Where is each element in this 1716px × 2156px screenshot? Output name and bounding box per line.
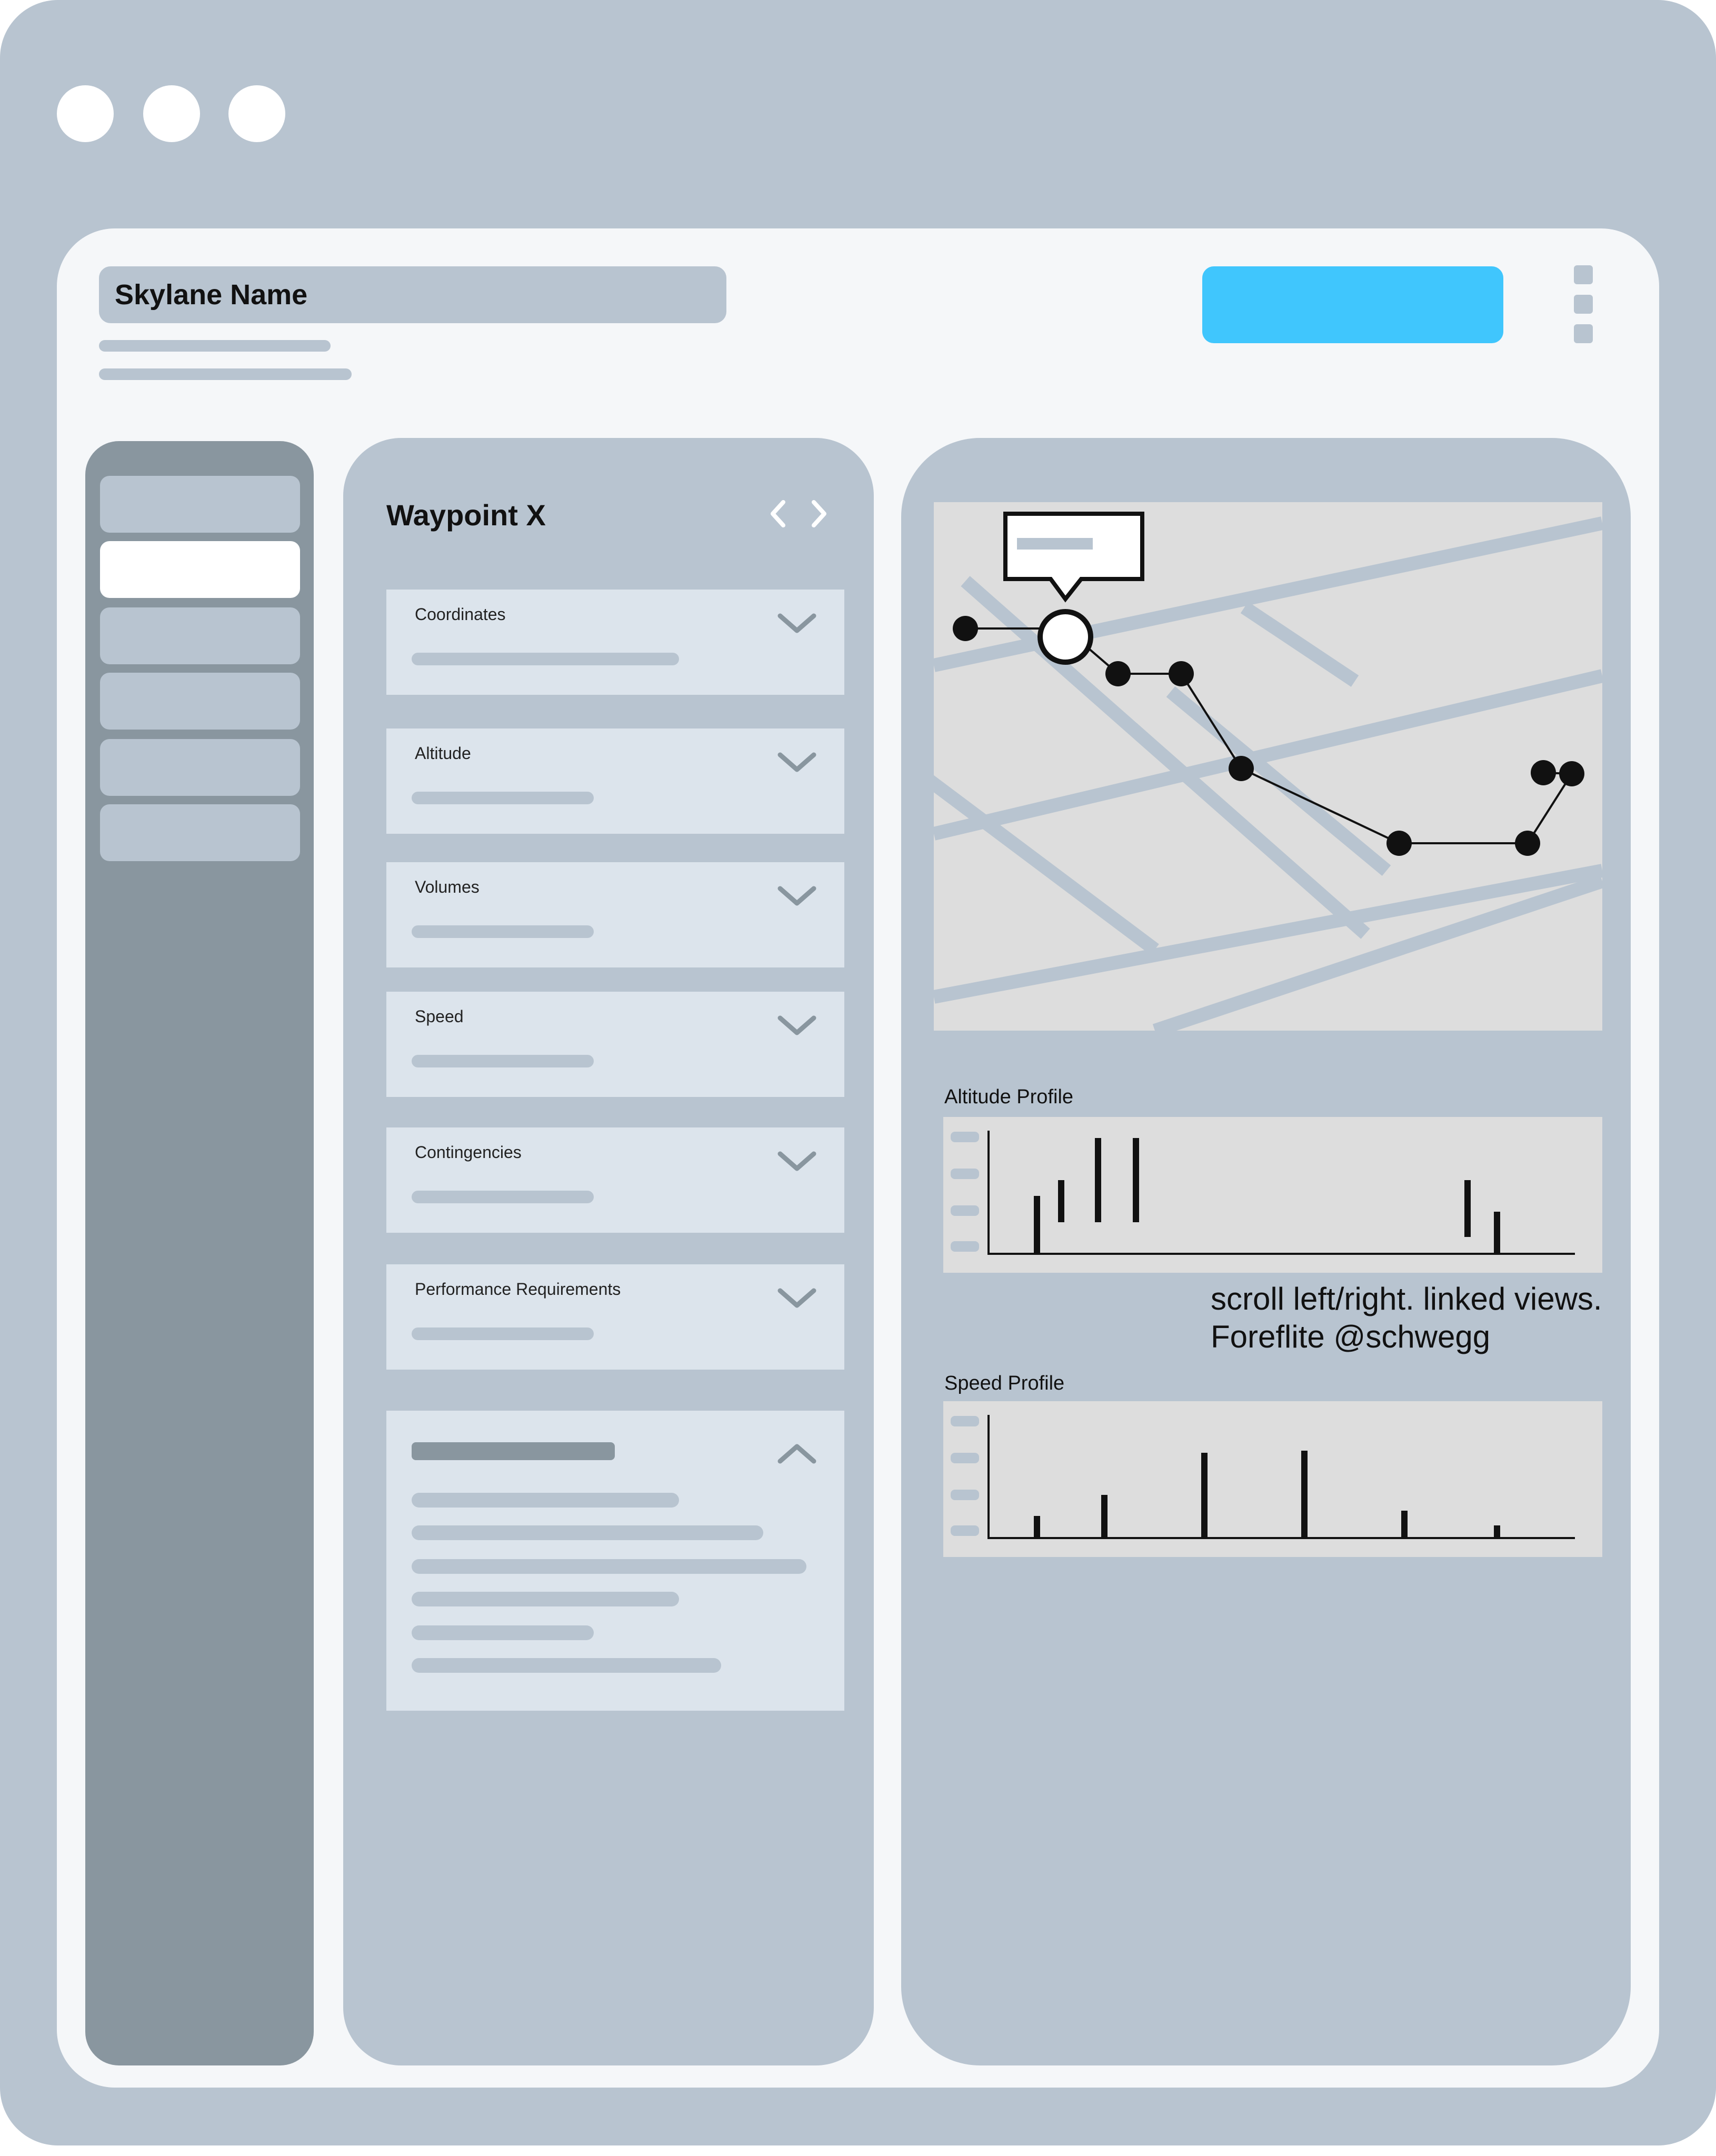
window-dot[interactable] <box>228 85 285 142</box>
chevron-right-icon[interactable] <box>809 498 830 530</box>
waypoint-marker <box>1105 661 1131 686</box>
value-placeholder <box>412 1055 594 1067</box>
text-placeholder <box>412 1625 594 1640</box>
waypoint-panel <box>343 438 874 2065</box>
selected-waypoint-marker <box>1040 612 1091 662</box>
value-placeholder <box>412 1327 594 1340</box>
accordion-speed[interactable] <box>386 992 844 1097</box>
map-tooltip <box>1005 514 1142 599</box>
subtitle-placeholder <box>99 368 352 380</box>
value-placeholder <box>412 925 594 938</box>
subtitle-placeholder <box>99 340 331 352</box>
text-placeholder <box>412 1493 679 1508</box>
sidebar-item-active[interactable] <box>100 541 300 598</box>
chevron-down-icon[interactable] <box>776 1149 818 1175</box>
text-placeholder <box>412 1592 679 1606</box>
map-roads <box>934 523 1602 1031</box>
speed-profile-chart[interactable] <box>943 1401 1602 1557</box>
accordion-performance-requirements[interactable] <box>386 1264 844 1370</box>
primary-action-button[interactable] <box>1202 266 1503 343</box>
text-placeholder <box>412 1658 721 1673</box>
text-placeholder <box>412 1525 763 1540</box>
accordion-coordinates[interactable] <box>386 590 844 695</box>
waypoint-marker <box>1169 661 1194 686</box>
value-placeholder <box>412 792 594 804</box>
accordion-expanded[interactable] <box>386 1411 844 1711</box>
sidebar-item[interactable] <box>100 476 300 533</box>
accordion-altitude[interactable] <box>386 728 844 834</box>
accordion-label: Altitude <box>415 744 471 763</box>
waypoint-marker <box>1515 831 1540 856</box>
sidebar-item[interactable] <box>100 607 300 664</box>
section-heading-placeholder <box>412 1442 615 1460</box>
window-dot[interactable] <box>143 85 200 142</box>
chevron-down-icon[interactable] <box>776 1285 818 1312</box>
waypoint-marker <box>1229 756 1254 781</box>
altitude-profile-title: Altitude Profile <box>944 1086 1074 1108</box>
annotation-line: Foreflite @schwegg <box>1211 1319 1491 1354</box>
sidebar-item[interactable] <box>100 739 300 796</box>
chevron-down-icon[interactable] <box>776 1013 818 1039</box>
chevron-down-icon[interactable] <box>776 883 818 910</box>
sidebar-item[interactable] <box>100 804 300 861</box>
axis-tick-labels <box>951 1132 979 1252</box>
text-placeholder <box>412 1559 806 1574</box>
kebab-icon[interactable] <box>1574 265 1593 344</box>
value-placeholder <box>412 653 679 665</box>
chevron-down-icon[interactable] <box>776 750 818 776</box>
accordion-label: Performance Requirements <box>415 1280 621 1299</box>
waypoint-marker <box>1559 761 1584 786</box>
accordion-volumes[interactable] <box>386 862 844 967</box>
axis-tick-labels <box>951 1416 979 1536</box>
title-field[interactable] <box>99 266 726 323</box>
annotation-note <box>1211 1280 1602 1356</box>
chevron-left-icon[interactable] <box>767 498 789 530</box>
chevron-up-icon[interactable] <box>776 1440 818 1466</box>
sidebar-item[interactable] <box>100 673 300 730</box>
waypoint-marker <box>1531 760 1556 785</box>
map-canvas[interactable] <box>934 502 1602 1031</box>
route-map[interactable] <box>934 502 1602 1031</box>
accordion-label: Contingencies <box>415 1143 522 1162</box>
accordion-label: Volumes <box>415 877 480 896</box>
altitude-profile-chart[interactable] <box>943 1117 1602 1273</box>
window-dot[interactable] <box>57 85 114 142</box>
waypoint-marker <box>1386 831 1412 856</box>
page-title: Skylane Name <box>115 279 308 311</box>
accordion-label: Coordinates <box>415 605 506 624</box>
accordion-label: Speed <box>415 1007 464 1026</box>
value-placeholder <box>412 1191 594 1203</box>
waypoint-title: Waypoint X <box>386 498 546 532</box>
annotation-line: scroll left/right. linked views. <box>1211 1281 1602 1316</box>
speed-profile-title: Speed Profile <box>944 1372 1065 1394</box>
chevron-down-icon[interactable] <box>776 611 818 637</box>
map-panel <box>901 438 1631 2065</box>
waypoint-marker <box>953 616 978 641</box>
accordion-contingencies[interactable] <box>386 1127 844 1233</box>
sidebar <box>85 441 314 2065</box>
